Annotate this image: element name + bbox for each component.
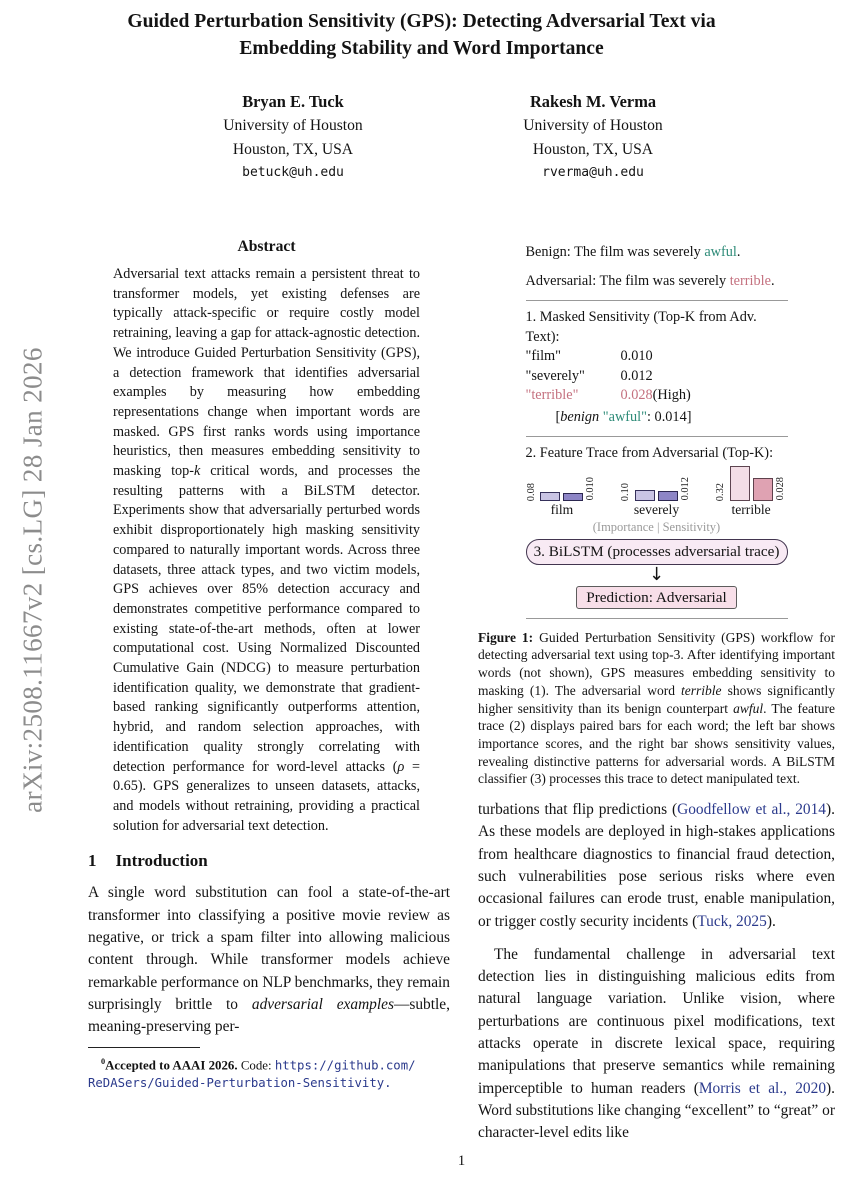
abstract-heading: Abstract [237,238,296,255]
figure-1-caption [478,629,835,788]
feature-trace-bar-chart [526,466,788,517]
author-2-name: Rakesh M. Verma [529,92,657,111]
text-run: A single word substitution can fool a state-of-the-art transformer into classifying a positive movie review as negative, or trick a spam filter into allowing malicious content through. While transformer models achieve remarkable performance on NLP benchmarks, they remain surprisingly brittle to [88,884,450,1013]
feature-trace-panel [526,444,788,535]
author-2-email[interactable]: rverma@uh.edu [542,165,644,180]
sensitivity-bar [563,493,583,501]
sensitivity-bar [658,491,678,501]
feature-trace-title: 2. Feature Trace from Adversarial (Top-K): [525,444,774,461]
paper-title-line1: Guided Perturbation Sensitivity (GPS): Detecting Adversarial Text via [127,11,716,32]
text-run: ). As these models are deployed in high-stakes applications from healthcare diagnostics to financial fraud detection, such vulnerabilities pose serious risks where even occasional failures can erode trust, enable manipulation, or trigger costly security incidents ( [478,801,835,930]
footnote [88,1047,450,1092]
page-number: 1 [457,1153,466,1169]
text-run: awful [704,244,737,260]
code-url-link[interactable]: https://github.com/ [274,1058,416,1073]
figure-rule-top [526,300,788,301]
figure-adversarial-example [526,272,788,292]
text-run: 0 [101,1057,106,1067]
word-cell: "terrible" [525,387,579,404]
introduction-paragraph [88,882,450,1038]
text-run: Accepted to AAAI 2026. [105,1058,238,1073]
masked-sensitivity-box [526,308,788,427]
author-1-affiliation: University of Houston [223,117,363,134]
down-arrow-icon: ↓ [648,563,665,585]
importance-bar [730,466,750,501]
value-cell: 0.010 [620,348,653,364]
text-run: [ [555,408,561,425]
trace-group-severely [621,477,692,516]
text-run: . The feature trace (2) displays paired bars for each word; the left bar shows importance scores, and the right bar shows sensitivity values, revealing distinctive patterns for adversarial words. A BiLSTM classifier (3) processes this trace to detect manipulated text. [478,700,835,787]
masked-sensitivity-title: 1. Masked Sensitivity (Top-K from Adv. Text): [525,309,757,345]
value-cell: 0.012 [620,367,653,384]
two-column-body [88,238,843,1145]
section-title: Introduction [115,851,208,871]
left-column [88,238,450,1145]
right-column-paragraph-2 [478,944,835,1145]
prediction-box: Prediction: Adversarial [576,586,736,609]
text-run: terrible [681,682,722,698]
paper-title-line2: Embedding Stability and Word Importance [239,37,604,59]
abstract-paragraph [113,265,420,836]
section-number: 1 [88,851,97,871]
paper-title [0,0,843,62]
text-run: . [736,244,741,260]
text-run: shows significantly higher sensitivity than its benign counterpart [478,682,835,716]
word-label: terrible [731,501,771,517]
sensitivity-value-label: 0.012 [680,477,691,501]
bilstm-box: 3. BiLSTM (processes adversarial trace) [526,539,788,565]
value-cell: 0.028 [620,387,653,404]
text-run: awful [733,700,764,716]
sensitivity-value-label: 0.028 [774,477,786,501]
importance-bar [635,490,655,501]
sensitivity-value-label: 0.010 [585,477,597,501]
paired-bars [621,477,692,500]
text-run: —subtle, meaning-preserving per- [88,995,450,1036]
value-note: (High) [652,387,691,404]
right-column [478,238,835,1145]
code-url-link[interactable]: ReDASers/Guided-Perturbation-Sensitivity. [88,1076,392,1091]
word-cell: "severely" [525,367,585,384]
text-run: terrible [729,272,771,289]
importance-value-label: 0.10 [620,482,632,501]
sensitivity-row-terrible [526,386,788,406]
trace-legend: (Importance | Sensitivity) [592,519,721,534]
text-run: ). [766,912,776,930]
paired-bars [527,477,598,500]
text-run: benign [560,408,600,425]
section-heading-introduction [88,851,450,871]
citation-link[interactable]: Goodfellow et al., 2014 [677,801,827,819]
footnote-rule [88,1047,200,1048]
text-run: Code: [237,1058,275,1073]
text-run: : 0.014] [647,408,692,425]
sensitivity-row-severely [526,367,788,387]
figure-1 [526,243,788,619]
trace-group-terrible [716,466,787,517]
author-1-location: Houston, TX, USA [232,140,354,158]
author-2-affiliation: University of Houston [523,117,663,134]
sensitivity-row-film [526,347,788,367]
importance-value-label: 0.32 [714,482,726,501]
text-run: Figure 1: [478,629,534,645]
author-1-name: Bryan E. Tuck [242,92,344,111]
word-cell: "film" [525,348,561,364]
author-1-email[interactable]: betuck@uh.edu [242,165,344,180]
benign-comparison-note [556,408,788,427]
text-run: ). Word substitutions like changing “excellent” to “great” or character-level edits like [478,1079,835,1142]
text-run: ρ [397,758,405,775]
text-run: "awful" [602,408,647,425]
citation-link[interactable]: Tuck, 2025 [697,912,767,930]
author-2-location: Houston, TX, USA [532,140,654,158]
paired-bars [716,466,787,501]
footnote-text [88,1053,450,1092]
citation-link[interactable]: Morris et al., 2020 [698,1079,827,1097]
trace-group-film [527,477,598,516]
author-1 [150,89,436,185]
text-run: The fundamental challenge in adversarial text detection lies in distinguishing malicious edits from natural language variation. Unlike vision, where perturbations are continuous pixel modifications, text attacks operate in discrete lexical space, requiring manipulations that preserve semantics while remaining imperceptible to human readers ( [478,945,835,1097]
importance-bar [540,492,560,501]
text-run: Adversarial text attacks remain a persistent threat to transformer models, yet existing defenses are typically attack-specific or require costly model retraining, leaving a gap for attack-agnostic detection. We introduce Guided Perturbation Sensitivity (GPS), a detection framework that identifies adversarial examples by measuring how embedding representations change when important words are masked. GPS first ranks words using importance heuristics, then measures embedding sensitivity to masking top- [113,266,420,480]
word-label: severely [633,501,680,517]
text-run: Adversarial: The film was severely [525,272,730,289]
text-run: Benign: The film was severely [525,244,705,260]
text-run: = 0.65). GPS generalizes to unseen datasets, attacks, and models without retraining, providing a practical solution for adversarial text detection. [113,758,420,834]
word-label: film [550,501,574,517]
text-run: k [193,463,201,480]
figure-rule-middle [526,436,788,437]
importance-value-label: 0.08 [525,482,537,501]
arxiv-banner: arXiv:2508.11667v2 [cs.LG] 28 Jan 2026 [17,347,48,813]
text-run: Guided Perturbation Sensitivity (GPS) workflow for detecting adversarial text using top-3. After identifying important words (not shown), GPS measures embedding sensitivity to masking (1). The adversarial word [478,629,835,698]
figure-rule-bottom [526,618,788,619]
text-run: turbations that flip predictions ( [478,801,678,819]
right-column-paragraph-1 [478,799,835,933]
author-2 [450,89,736,185]
text-run: critical words, and processes the resulting patterns with a BiLSTM detector. Experiments show that adversarially perturbed words exhibit disproportionately high masking sensitivity compared to naturally important words. Across three datasets, three attack types, and two victim models, GPS achieves over 85% detection accuracy and demonstrates competitive performance compared to existing state-of-the-art methods, often at lower computational cost. Using Normalized Discounted Cumulative Gain (NDCG) to measure perturbation identification quality, we demonstrate that gradient-based ranking significantly outperforms attention, hybrid, and random selection approaches, with identification quality strongly correlating with detection performance for word-level attacks ( [113,463,421,775]
text-run: . [770,272,775,289]
figure-benign-example [526,243,788,263]
sensitivity-bar [753,478,773,501]
text-run: adversarial examples [251,995,394,1013]
author-block [150,89,736,185]
